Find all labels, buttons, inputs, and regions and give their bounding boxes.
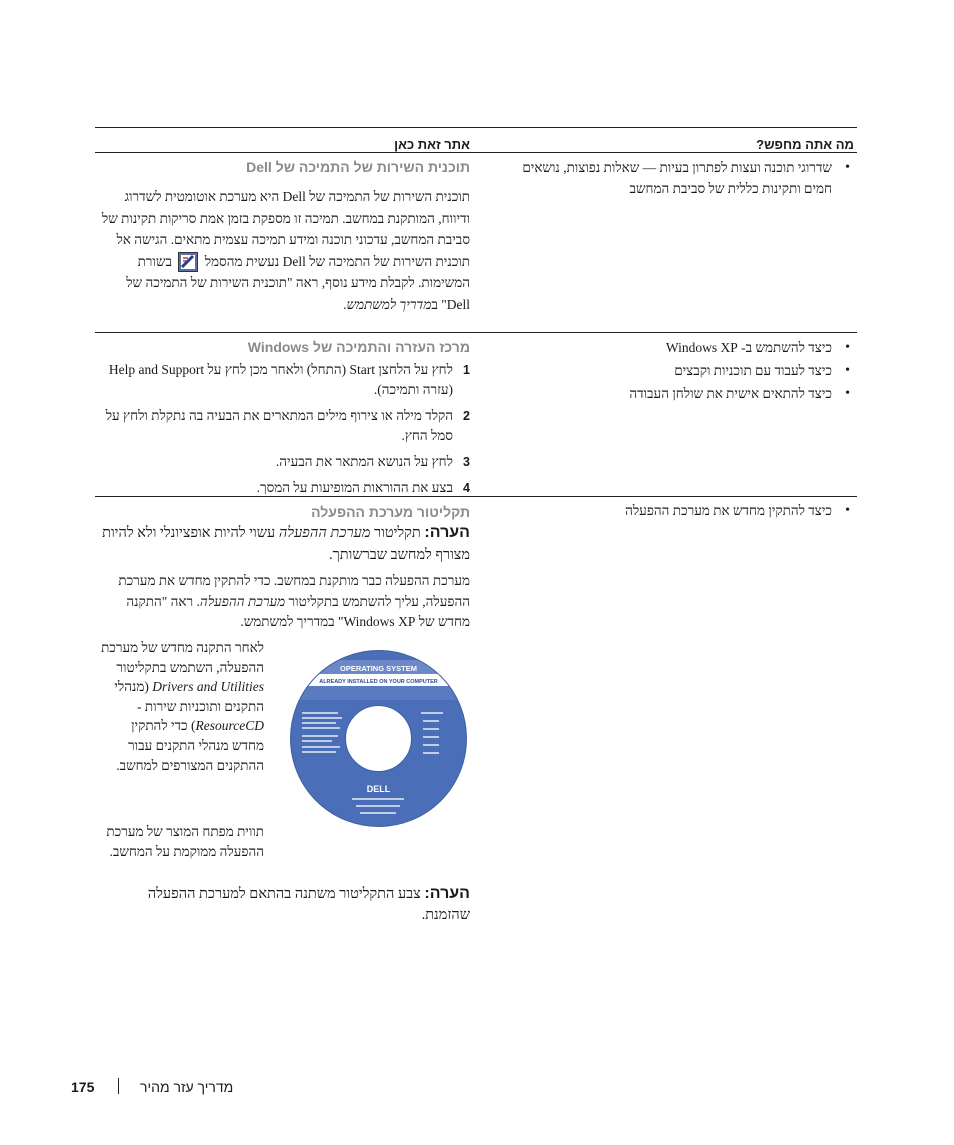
table-top-rule — [95, 127, 857, 128]
row-divider — [95, 496, 857, 497]
list-item: • שדרוגי תוכנה ועצות לפתרון בעיות — שאלות נפוצות, נושאים חמים ותקינות כללית של סביבת המחשב — [509, 157, 854, 199]
step-item: 4 בצע את ההוראות המופיעות על המסך. — [256, 480, 470, 495]
step-item: 1 לחץ על הלחצן Start (התחל) ולאחר מכן לחץ על Help and Support (עזרה ותמיכה). — [108, 362, 470, 397]
row3-heading: תקליטור מערכת ההפעלה — [311, 504, 470, 520]
row1-what — [509, 157, 854, 199]
product-key-text: תווית מפתח המוצר של מערכת ההפעלה ממוקמת על המחשב. — [106, 824, 264, 859]
row1-heading: תוכנית השירות של התמיכה של Dell — [246, 159, 470, 175]
step-item: 3 לחץ על הנושא המתאר את הבעיה. — [275, 454, 470, 469]
list-item: • כיצד להתאים אישית את שולחן העבודה — [509, 382, 854, 405]
row3-what — [509, 500, 854, 521]
reinstall-paragraph: מערכת ההפעלה כבר מותקנת במחשב. כדי להתקין מחדש את מערכת ההפעלה, עליך להשתמש בתקליטור מערכת ההפעלה. ראה "התקנה מחדש של Windows XP" במדריך למשתמש. — [118, 573, 470, 629]
footer-label: מדריך עזר מהיר — [140, 1079, 234, 1095]
row2-what — [509, 336, 854, 405]
footer-divider — [118, 1078, 119, 1094]
column-header-what: מה אתה מחפש? — [756, 137, 854, 152]
cd-logo-text: DELL — [366, 784, 391, 794]
row2-heading: מרכז העזרה והתמיכה של Windows — [247, 339, 470, 355]
list-item: • כיצד להשתמש ב- Windows XP — [509, 336, 854, 359]
operating-system-cd-image — [290, 650, 467, 827]
drivers-utilities-text: לאחר התקנה מחדש של מערכת ההפעלה, השתמש בתקליטור Drivers and Utilities (מנהלי התקנים ותוכניות שירות - ResourceCD) כדי להתקין מחדש מנהלי התקנים עבור ההתקנים המצורפים למחשב. — [101, 640, 264, 773]
step-item: 2 הקלד מילה או צירוף מילים המתארים את הבעיה בה נתקלת ולחץ על סמל החץ. — [105, 408, 470, 443]
cd-banner-text: OPERATING SYSTEM — [340, 664, 417, 673]
cd-sub-text: ALREADY INSTALLED ON YOUR COMPUTER — [319, 679, 438, 685]
note-cd-color: הערה: צבע התקליטור משתנה בהתאם למערכת ההפעלה שהזמנת. — [147, 885, 470, 923]
row2-steps — [97, 360, 470, 498]
list-item: • כיצד לעבוד עם תוכניות וקבצים — [509, 359, 854, 382]
note-os-cd-optional: הערה: תקליטור מערכת ההפעלה עשוי להיות אופציונלי ולא להיות מצורף למחשב שברשותך. — [102, 524, 470, 563]
page-number: 175 — [71, 1079, 95, 1095]
column-header-where: אתר זאת כאן — [394, 137, 470, 152]
row-divider — [95, 332, 857, 333]
row1-body: תוכנית השירות של התמיכה של Dell היא מערכת אוטומטית לשדרוג ודיווח, המותקנת במחשב. תמיכה זו מספקת בזמן אמת סריקות תקינות של סביבת המחשב, עדכוני תוכנה ומידע תמיכה עצמית מתאים. הגישה אל תוכנית השירות של התמיכה של Dell נעשית מהסמל בשורת המשימות. לקבלת מידע נוסף, ראה "תוכנית השירות של התמיכה של Dell" במדריך למשתמש. — [101, 189, 470, 312]
header-rule — [95, 152, 857, 153]
dell-support-icon — [178, 252, 198, 272]
list-item: • כיצד להתקין מחדש את מערכת ההפעלה — [509, 500, 854, 521]
